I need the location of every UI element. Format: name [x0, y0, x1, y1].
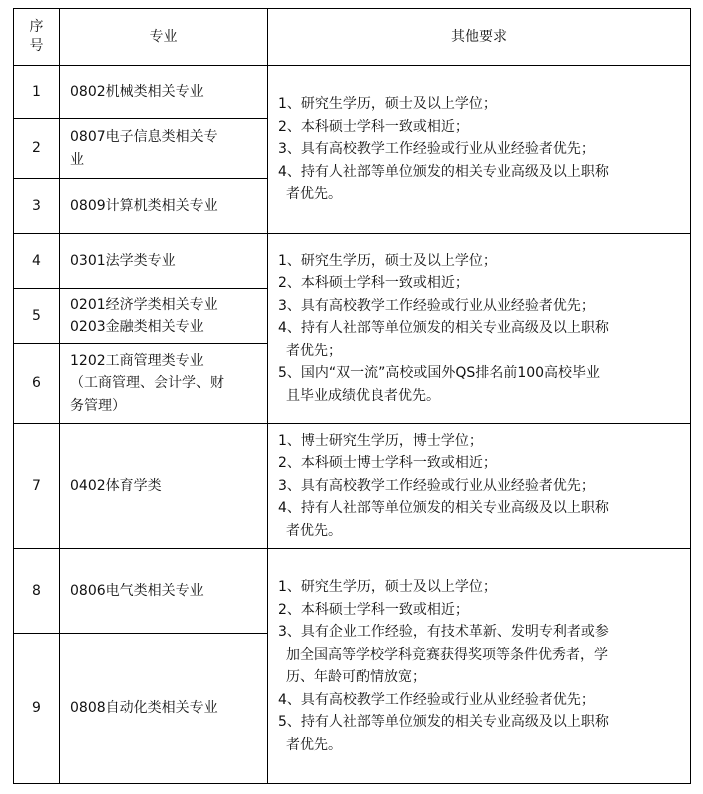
header-index — [14, 9, 60, 66]
header-index-line2: 号 — [29, 38, 44, 54]
requirement-line: 1、研究生学历，硕士及以上学位； — [278, 252, 497, 269]
requirement-line: 1、研究生学历，硕士及以上学位； — [278, 579, 497, 595]
header-major: 专业 — [60, 9, 268, 66]
row-index: 6 — [14, 344, 60, 424]
requirement-line: 1、研究生学历，硕士及以上学位； — [278, 96, 497, 113]
requirement-line: 4、持有人社部等单位颁发的相关专业高级及以上职称 — [278, 500, 609, 517]
requirement-line: 3、具有高校教学工作经验或行业从业经验者优先； — [278, 141, 595, 158]
table-row — [14, 549, 691, 634]
row-index: 4 — [14, 234, 60, 289]
requirements-table — [13, 8, 691, 784]
requirement-line: 2、本科硕士学科一致或相近； — [278, 275, 469, 292]
requirement-line: 历、年龄可酌情放宽； — [286, 669, 426, 685]
requirements-cell — [268, 424, 691, 549]
requirement-line: 2、本科硕士学科一致或相近； — [278, 118, 469, 135]
row-index: 2 — [14, 119, 60, 179]
row-major: 0802机械类相关专业 — [60, 66, 268, 119]
row-major-line: 1202工商管理类专业 — [70, 352, 204, 369]
row-major-line: 0807电子信息类相关专 — [70, 129, 218, 145]
row-index: 7 — [14, 424, 60, 549]
requirement-line: 者优先； — [286, 342, 342, 359]
requirement-line: 5、国内“双一流”高校或国外QS排名前100高校毕业 — [278, 365, 601, 382]
row-index: 3 — [14, 179, 60, 234]
row-index: 5 — [14, 289, 60, 344]
requirement-line: 加全国高等学校学科竞赛获得奖项等条件优秀者，学 — [286, 646, 608, 663]
row-major: 0808自动化类相关专业 — [60, 634, 268, 784]
requirement-line: 2、本科硕士博士学科一致或相近； — [278, 455, 497, 472]
requirements-cell — [268, 66, 691, 234]
requirement-line: 4、具有高校教学工作经验或行业从业经验者优先； — [278, 691, 595, 708]
row-major: 0806电气类相关专业 — [60, 549, 268, 634]
row-index: 8 — [14, 549, 60, 634]
header-row — [14, 9, 691, 66]
requirement-line: 3、具有高校教学工作经验或行业从业经验者优先； — [278, 477, 595, 494]
requirement-line: 且毕业成绩优良者优先。 — [286, 387, 440, 404]
requirement-line: 者优先。 — [286, 736, 342, 753]
header-requirements: 其他要求 — [268, 9, 691, 66]
requirement-line: 5、持有人社部等单位颁发的相关专业高级及以上职称 — [278, 714, 609, 730]
requirement-line: 者优先。 — [286, 186, 342, 203]
table-row — [14, 234, 691, 289]
row-major: 0809计算机类相关专业 — [60, 179, 268, 234]
row-major-line: （工商管理、会计学、财 — [70, 375, 224, 392]
row-major-line: 务管理） — [70, 397, 126, 414]
requirement-line: 2、本科硕士学科一致或相近； — [278, 601, 469, 618]
row-major: 0402体育学类 — [60, 424, 268, 549]
requirement-line: 3、具有高校教学工作经验或行业从业经验者优先； — [278, 297, 595, 314]
requirement-line: 1、博士研究生学历，博士学位； — [278, 432, 483, 449]
row-major-line: 0203金融类相关专业 — [70, 319, 204, 335]
row-major-line: 0201经济学类相关专业 — [70, 296, 218, 313]
row-major — [60, 289, 268, 344]
row-major — [60, 344, 268, 424]
requirements-cell — [268, 549, 691, 784]
requirement-line: 3、具有企业工作经验，有技术革新、发明专利者或参 — [278, 624, 609, 640]
header-index-line1: 序 — [29, 19, 44, 35]
row-major — [60, 119, 268, 179]
row-major: 0301法学类专业 — [60, 234, 268, 289]
requirements-cell — [268, 234, 691, 424]
table-row — [14, 66, 691, 119]
table-row — [14, 424, 691, 549]
requirement-line: 者优先。 — [286, 522, 342, 539]
requirement-line: 4、持有人社部等单位颁发的相关专业高级及以上职称 — [278, 320, 609, 337]
row-major-line: 业 — [70, 151, 84, 168]
row-index: 1 — [14, 66, 60, 119]
row-index: 9 — [14, 634, 60, 784]
requirement-line: 4、持有人社部等单位颁发的相关专业高级及以上职称 — [278, 163, 609, 180]
